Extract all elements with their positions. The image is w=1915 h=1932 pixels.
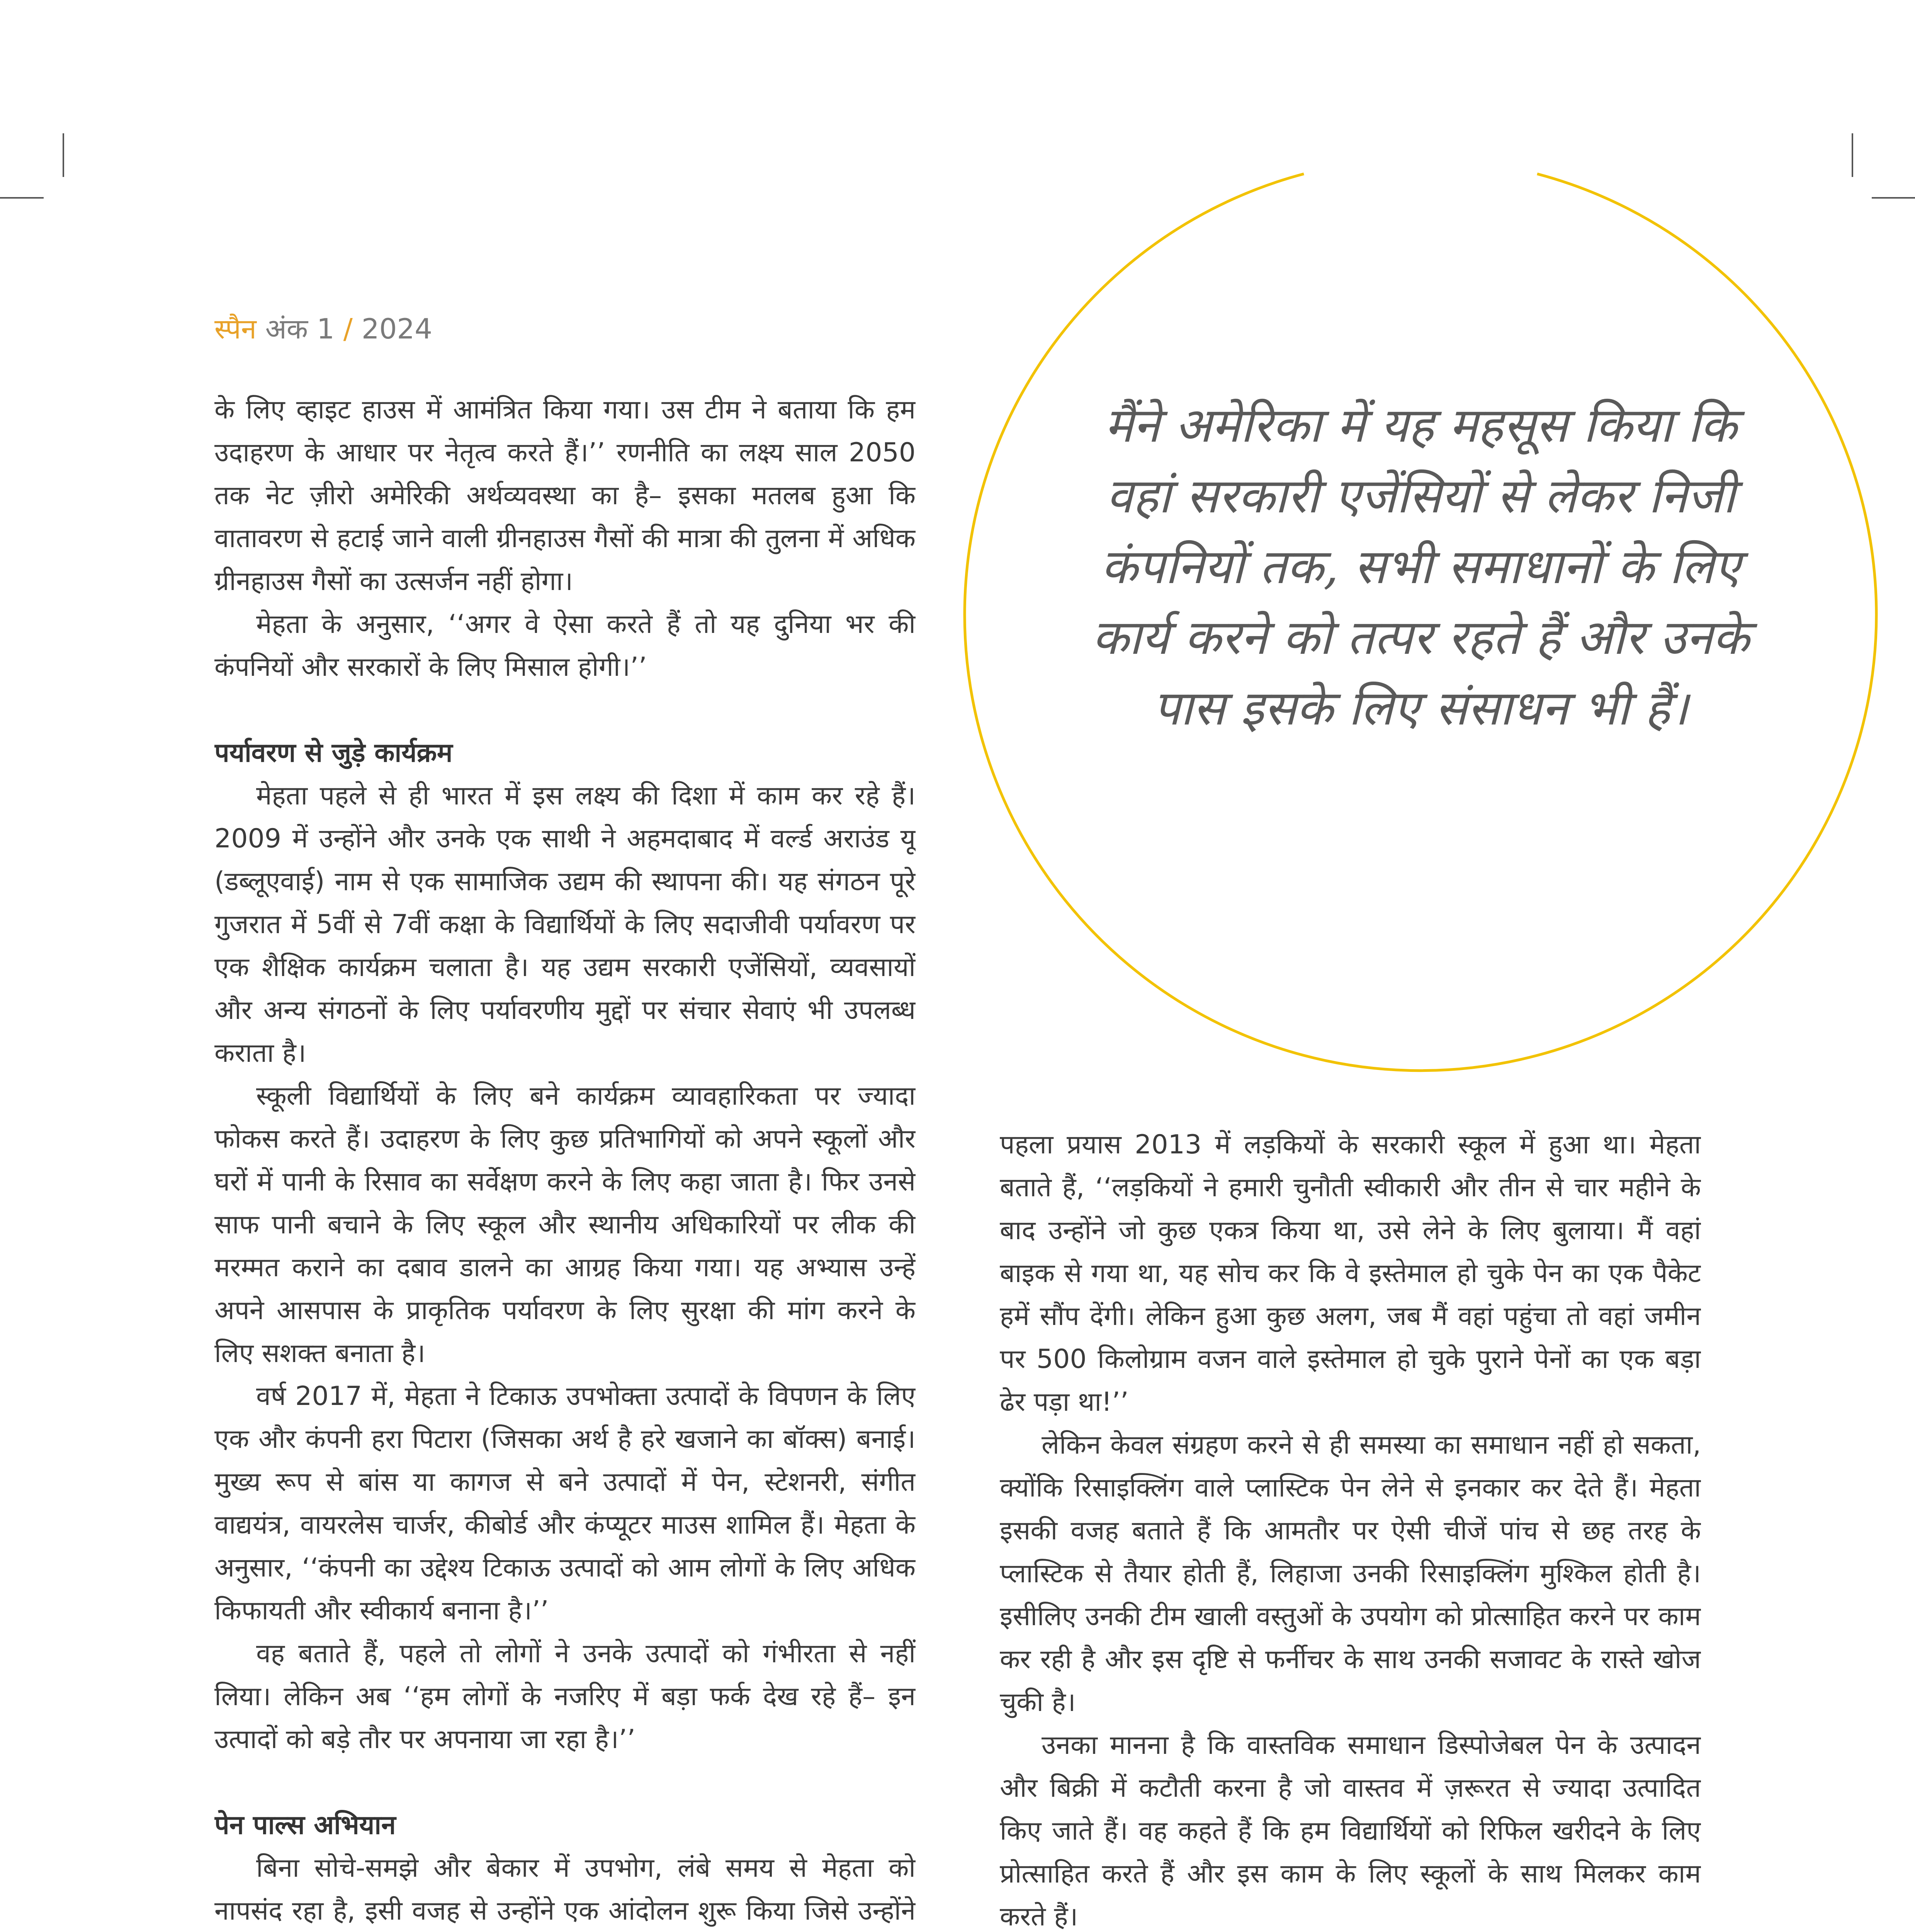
magazine-name: स्पैन [214, 313, 257, 345]
spacer [214, 1761, 916, 1804]
paragraph: के लिए व्हाइट हाउस में आमंत्रित किया गया। उस टीम ने बताया कि हम उदाहरण के आधार पर नेतृत्व करते हैं।’’ रणनीति का लक्ष्य साल 2050 तक नेट ज़ीरो अमेरिकी अर्थव्यवस्था का है– इसका मतलब हुआ कि वातावरण से हटाई जाने वाली ग्रीनहाउस गैसों की मात्रा की तुलना में अधिक ग्रीनहाउस गैसों का उत्सर्जन नहीं होगा। [214, 395, 916, 597]
spacer [214, 689, 916, 731]
page-header [214, 315, 432, 343]
section-heading: पर्यावरण से जुड़े कार्यक्रम [214, 738, 453, 768]
issue-year: 2024 [361, 313, 433, 345]
paragraph: बिना सोचे-समझे और बेकार में उपभोग, लंबे समय से मेहता को नापसंद रहा है, इसी वजह से उन्होंने एक आंदोलन शुरू किया जिसे उन्होंने [214, 1853, 916, 1926]
paragraph: पहला प्रयास 2013 में लड़कियों के सरकारी स्कूल में हुआ था। मेहता बताते हैं, ‘‘लड़कियों ने हमारी चुनौती स्वीकारी और तीन से चार महीने के बाद उन्होंने जो कुछ एकत्र किया था, उसे लेने के लिए बुलाया। मैं वहां बाइक से गया था, यह सोच कर कि वे इस्तेमाल हो चुके पेन का एक पैकेट हमें सौंप देंगी। लेकिन हुआ कुछ अलग, जब मैं वहां पहुंचा तो वहां जमीन पर 500 किलोग्राम वजन वाले इस्तेमाल हो चुके पुराने पेनों का एक बड़ा ढेर पड़ा था!’’ [1000, 1129, 1701, 1417]
paragraph: उनका मानना है कि वास्तविक समाधान डिस्पोजेबल पेन के उत्पादन और बिक्री में कटौती करना है जो वास्तव में ज़रूरत से ज्यादा उत्पादित किए जाते हैं। वह कहते हैं कि हम विद्यार्थियों को रिफिल खरीदने के लिए प्रोत्साहित करते हैं और इस काम के लिए स्कूलों के साथ मिलकर काम करते हैं। [1000, 1730, 1701, 1932]
pull-quote: मैंने अमेरिका में यह महसूस किया कि वहां सरकारी एजेंसियों से लेकर निजी कंपनियों तक, सभी समाधानों के लिए कार्य करने को तत्पर रहते हैं और उनके पास इसके लिए संसाधन भी हैं। [1092, 398, 1750, 736]
section-heading: पेन पाल्स अभियान [214, 1810, 396, 1840]
right-column [1000, 1123, 1701, 1932]
crop-mark-left-horizontal [0, 197, 44, 199]
issue-label: अंक 1 [265, 313, 335, 345]
paragraph: मेहता पहले से ही भारत में इस लक्ष्य की दिशा में काम कर रहे हैं। 2009 में उन्होंने और उनके एक साथी ने अहमदाबाद में वर्ल्ड अराउंड यू (डब्लूएवाई) नाम से एक सामाजिक उद्यम की स्थापना की। यह संगठन पूरे गुजरात में 5वीं से 7वीं कक्षा के विद्यार्थियों के लिए सदाजीवी पर्यावरण पर एक शैक्षिक कार्यक्रम चलाता है। यह उद्यम सरकारी एजेंसियों, व्यवसायों और अन्य संगठनों के लिए पर्यावरणीय मुद्दों पर संचार सेवाएं भी उपलब्ध कराता है। [214, 781, 916, 1068]
paragraph: मेहता के अनुसार, ‘‘अगर वे ऐसा करते हैं तो यह दुनिया भर की कंपनियों और सरकारों के लिए मिसाल होगी।’’ [214, 609, 916, 682]
paragraph: स्कूली विद्यार्थियों के लिए बने कार्यक्रम व्यावहारिकता पर ज्यादा फोकस करते हैं। उदाहरण के लिए कुछ प्रतिभागियों को अपने स्कूलों और घरों में पानी के रिसाव का सर्वेक्षण करने के लिए कहा जाता है। फिर उनसे साफ पानी बचाने के लिए स्कूल और स्थानीय अधिकारियों पर लीक की मरम्मत कराने का दबाव डालने का आग्रह किया गया। यह अभ्यास उन्हें अपने आसपास के प्राकृतिक पर्यावरण के लिए सुरक्षा की मांग करने के लिए सशक्त बनाता है। [214, 1081, 916, 1369]
left-column [214, 388, 916, 1932]
header-separator: / [343, 313, 353, 345]
paragraph: लेकिन केवल संग्रहण करने से ही समस्या का समाधान नहीं हो सकता, क्योंकि रिसाइक्लिंग वाले प्लास्टिक पेन लेने से इनकार कर देते हैं। मेहता इसकी वजह बताते हैं कि आमतौर पर ऐसी चीजें पांच से छह तरह के प्लास्टिक से तैयार होती हैं, लिहाजा उनकी रिसाइक्लिंग मुश्किल होती है। इसीलिए उनकी टीम खाली वस्तुओं के उपयोग को प्रोत्साहित करने पर काम कर रही है और इस दृष्टि से फर्नीचर के साथ उनकी सजावट के रास्ते खोज चुकी है। [1000, 1430, 1701, 1718]
paragraph: वह बताते हैं, पहले तो लोगों ने उनके उत्पादों को गंभीरता से नहीं लिया। लेकिन अब ‘‘हम लोगों के नजरिए में बड़ा फर्क देख रहे हैं– इन उत्पादों को बड़े तौर पर अपनाया जा रहा है।’’ [214, 1638, 916, 1755]
crop-mark-left-vertical [63, 133, 64, 177]
paragraph: वर्ष 2017 में, मेहता ने टिकाऊ उपभोक्ता उत्पादों के विपणन के लिए एक और कंपनी हरा पिटारा (जिसका अर्थ है हरे खजाने का बॉक्स) बनाई। मुख्य रूप से बांस या कागज से बने उत्पादों में पेन, स्टेशनरी, संगीत वाद्ययंत्र, वायरलेस चार्जर, कीबोर्ड और कंप्यूटर माउस शामिल हैं। मेहता के अनुसार, ‘‘कंपनी का उद्देश्य टिकाऊ उत्पादों को आम लोगों के लिए अधिक किफायती और स्वीकार्य बनाना है।’’ [214, 1381, 916, 1626]
